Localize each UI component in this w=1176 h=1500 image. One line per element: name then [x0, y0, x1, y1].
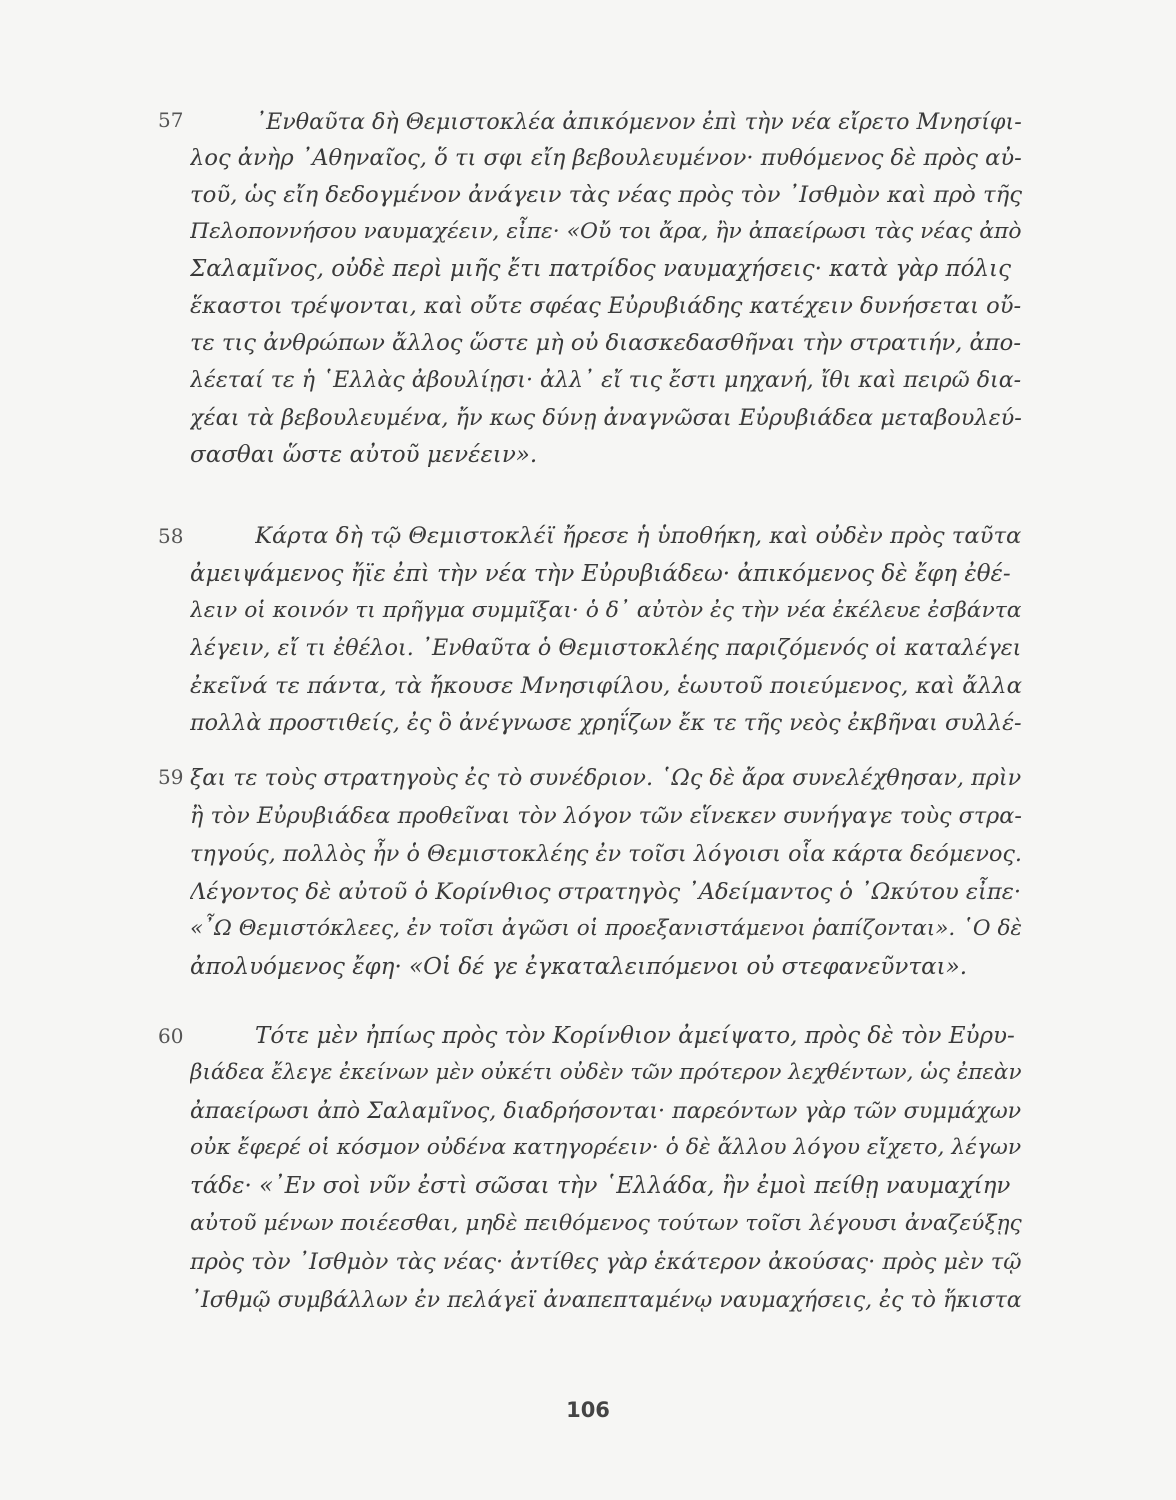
text-line: πολλὰ προστιθείς, ἐς ὃ ἀνέγνωσε χρηΐζων ἔκ τε τῆς νεὸς ἐκβῆναι συλλέ-	[190, 710, 1022, 736]
text-line: ἀπαείρωσι ἀπὸ Σαλαμῖνος, διαδρήσονται· παρεόντων γὰρ τῶν συμμάχων	[190, 1098, 1022, 1124]
text-line: λειν οἱ κοινόν τι πρῆγμα συμμῖξαι· ὁ δ᾽ αὐτὸν ἐς τὴν νέα ἐκέλευε ἐσβάντα	[190, 598, 1022, 623]
text-line: Σαλαμῖνος, οὐδὲ περὶ μιῆς ἔτι πατρίδος ναυμαχήσεις· κατὰ γὰρ πόλις	[190, 256, 1011, 282]
text-line: τοῦ, ὡς εἴη δεδογμένον ἀνάγειν τὰς νέας πρὸς τὸν ᾿Ισθμὸν καὶ πρὸ τῆς	[190, 182, 1022, 208]
section-number-58: 58	[158, 524, 184, 548]
text-line: χέαι τὰ βεβουλευμένα, ἤν κως δύνῃ ἀναγνῶσαι Εὐρυβιάδεα μεταβουλεύ-	[190, 405, 1022, 431]
text-line: τηγούς, πολλὸς ἦν ὁ Θεμιστοκλέης ἐν τοῖσι λόγοισι οἷα κάρτα δεόμενος.	[190, 841, 1022, 867]
text-line: Τότε μὲν ἠπίως πρὸς τὸν Κορίνθιον ἀμείψατο, πρὸς δὲ τὸν Εὐρυ-	[255, 1023, 1015, 1049]
text-line: ἀμειψάμενος ἤϊε ἐπὶ τὴν νέα τὴν Εὐρυβιάδεω· ἀπικόμενος δὲ ἔφη ἐθέ-	[190, 561, 1011, 587]
text-line: οὐκ ἔφερέ οἱ κόσμον οὐδένα κατηγορέειν· ὁ δὲ ἄλλου λόγου εἴχετο, λέγων	[190, 1135, 1022, 1160]
text-line: ἕκαστοι τρέψονται, καὶ οὔτε σφέας Εὐρυβιάδης κατέχειν δυνήσεται οὔ-	[190, 293, 1022, 319]
text-line: λέεταί τε ἡ ῾Ελλὰς ἀβουλίῃσι· ἀλλ᾽ εἴ τις ἔστι μηχανή, ἴθι καὶ πειρῶ δια-	[190, 367, 1022, 393]
section-number-60: 60	[158, 1024, 184, 1048]
text-line: ᾿Ισθμῷ συμβάλλων ἐν πελάγεϊ ἀναπεπταμένῳ ναυμαχήσεις, ἐς τὸ ἥκιστα	[190, 1287, 1022, 1313]
section-number-57: 57	[158, 108, 184, 132]
text-line: τάδε· «᾿Εν σοὶ νῦν ἐστὶ σῶσαι τὴν ῾Ελλάδα, ἢν ἐμοὶ πείθῃ ναυμαχίην	[190, 1173, 1011, 1199]
text-line: Πελοποννήσου ναυμαχέειν, εἶπε· «Οὔ τοι ἄρα, ἢν ἀπαείρωσι τὰς νέας ἀπὸ	[190, 219, 1022, 244]
text-line: «῏Ω Θεμιστόκλεες, ἐν τοῖσι ἀγῶσι οἱ προεξανιστάμενοι ῥαπίζονται». ῾Ο δὲ	[190, 916, 1022, 941]
text-line: ἀπολυόμενος ἔφη· «Οἱ δέ γε ἐγκαταλειπόμενοι οὐ στεφανεῦνται».	[190, 954, 968, 980]
text-line: σασθαι ὥστε αὐτοῦ μενέειν».	[190, 442, 538, 468]
text-line: τε τις ἀνθρώπων ἄλλος ὥστε μὴ οὐ διασκεδασθῆναι τὴν στρατιήν, ἀπο-	[190, 330, 1021, 356]
text-line: Λέγοντος δὲ αὐτοῦ ὁ Κορίνθιος στρατηγὸς ᾿Αδείμαντος ὁ ᾿Ωκύτου εἶπε·	[190, 879, 1022, 905]
text-line: Κάρτα δὴ τῷ Θεμιστοκλέϊ ἤρεσε ἡ ὑποθήκη, καὶ οὐδὲν πρὸς ταῦτα	[255, 523, 1022, 549]
text-line: λέγειν, εἴ τι ἐθέλοι. ᾿Ενθαῦτα ὁ Θεμιστοκλέης παριζόμενός οἱ καταλέγει	[190, 635, 1022, 661]
text-line: ἢ τὸν Εὐρυβιάδεα προθεῖναι τὸν λόγον τῶν εἵνεκεν συνήγαγε τοὺς στρα-	[190, 803, 1022, 829]
section-number-59: 59	[158, 765, 184, 789]
text-line: ξαι τε τοὺς στρατηγοὺς ἐς τὸ συνέδριον. ῾Ως δὲ ἄρα συνελέχθησαν, πρὶν	[190, 765, 1022, 791]
text-line: ἐκεῖνά τε πάντα, τὰ ἤκουσε Μνησιφίλου, ἑωυτοῦ ποιεύμενος, καὶ ἄλλα	[190, 673, 1022, 699]
text-line: ᾿Ενθαῦτα δὴ Θεμιστοκλέα ἀπικόμενον ἐπὶ τὴν νέα εἴρετο Μνησίφι-	[255, 109, 1022, 135]
text-line: λος ἀνὴρ ᾿Αθηναῖος, ὅ τι σφι εἴη βεβουλευμένον· πυθόμενος δὲ πρὸς αὐ-	[190, 145, 1022, 171]
text-line: βιάδεα ἔλεγε ἐκείνων μὲν οὐκέτι οὐδὲν τῶν πρότερον λεχθέντων, ὡς ἐπεὰν	[190, 1060, 1022, 1085]
text-line: πρὸς τὸν ᾿Ισθμὸν τὰς νέας· ἀντίθες γὰρ ἑκάτερον ἀκούσας· πρὸς μὲν τῷ	[190, 1249, 1022, 1275]
page-number: 106	[566, 1398, 610, 1422]
text-line: αὐτοῦ μένων ποιέεσθαι, μηδὲ πειθόμενος τούτων τοῖσι λέγουσι ἀναζεύξῃς	[190, 1211, 1022, 1236]
